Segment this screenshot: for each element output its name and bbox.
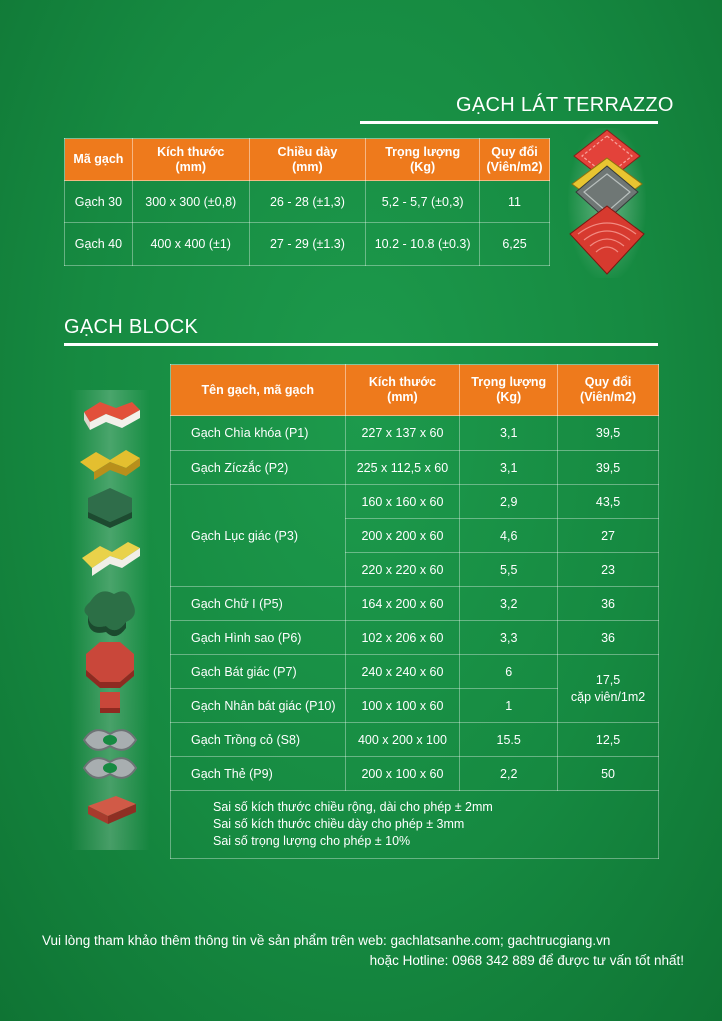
- terrazzo-title-rule: [360, 121, 658, 124]
- terrazzo-header-ratio: Quy đổi (Viên/m2): [480, 139, 550, 181]
- terrazzo-header-size: Kích thước (mm): [132, 139, 249, 181]
- cell: 1: [460, 689, 558, 723]
- cell: Gạch Chữ I (P5): [171, 587, 346, 621]
- cell: 26 - 28 (±1,3): [249, 181, 366, 223]
- note-line: Sai số trọng lượng cho phép ± 10%: [213, 834, 411, 848]
- footer-line-1: Vui lòng tham khảo thêm thông tin về sản phẩm trên web: gachlatsanhe.com; gachtrucgiang.vn: [42, 933, 611, 948]
- table-row: [171, 587, 659, 621]
- terrazzo-header-code: Mã gạch: [65, 139, 133, 181]
- note-line: Sai số kích thước chiều rộng, dài cho phép ± 2mm: [213, 800, 493, 814]
- cell: 36: [558, 587, 659, 621]
- cell: 225 x 112,5 x 60: [345, 451, 460, 485]
- terrazzo-table: [64, 138, 550, 266]
- cell: Gạch Chìa khóa (P1): [171, 416, 346, 451]
- cell: 240 x 240 x 60: [345, 655, 460, 689]
- cell: 3,2: [460, 587, 558, 621]
- cell: 2,9: [460, 485, 558, 519]
- cell: Gạch 30: [65, 181, 133, 223]
- cell: 400 x 400 (±1): [132, 223, 249, 266]
- block-table: [170, 364, 659, 859]
- table-row: [65, 181, 550, 223]
- cell: 12,5: [558, 723, 659, 757]
- cell: 27: [558, 519, 659, 553]
- cell: 100 x 100 x 60: [345, 689, 460, 723]
- brick-p7-icon: [86, 642, 134, 688]
- cell: Gạch 40: [65, 223, 133, 266]
- terrazzo-tiles-image: [568, 128, 646, 278]
- cell: 4,6: [460, 519, 558, 553]
- terrazzo-title: GẠCH LÁT TERRAZZO: [456, 94, 674, 116]
- table-row: [171, 655, 659, 689]
- cell: 227 x 137 x 60: [345, 416, 460, 451]
- block-title-rule: [64, 343, 658, 346]
- footer-line-2: hoặc Hotline: 0968 342 889 để được tư vấn tốt nhất!: [369, 953, 684, 968]
- block-header-name: Tên gạch, mã gạch: [171, 365, 346, 416]
- cell: Gạch Nhân bát giác (P10): [171, 689, 346, 723]
- cell: 3,1: [460, 416, 558, 451]
- cell: 220 x 220 x 60: [345, 553, 460, 587]
- cell: 164 x 200 x 60: [345, 587, 460, 621]
- table-row: [171, 723, 659, 757]
- cell: 102 x 206 x 60: [345, 621, 460, 655]
- block-header-size: Kích thước (mm): [345, 365, 460, 416]
- table-row: [171, 757, 659, 791]
- terrazzo-header-thickness: Chiều dày (mm): [249, 139, 366, 181]
- note-line: Sai số kích thước chiều dày cho phép ± 3mm: [213, 817, 465, 831]
- terrazzo-header-row: [65, 139, 550, 181]
- cell: 5,2 - 5,7 (±0,3): [366, 181, 480, 223]
- cell: [558, 655, 659, 723]
- cell: 39,5: [558, 451, 659, 485]
- cell: 43,5: [558, 485, 659, 519]
- cell: 15.5: [460, 723, 558, 757]
- cell: 6: [460, 655, 558, 689]
- table-row: [171, 485, 659, 519]
- block-title: GẠCH BLOCK: [64, 316, 199, 338]
- cell: Gạch Lục giác (P3): [171, 485, 346, 587]
- cell: 300 x 300 (±0,8): [132, 181, 249, 223]
- cell: 200 x 100 x 60: [345, 757, 460, 791]
- tolerance-notes: [171, 791, 659, 859]
- cell: 23: [558, 553, 659, 587]
- cell: 200 x 200 x 60: [345, 519, 460, 553]
- cell: 160 x 160 x 60: [345, 485, 460, 519]
- table-row: [171, 451, 659, 485]
- cell: 3,1: [460, 451, 558, 485]
- cell: 27 - 29 (±1.3): [249, 223, 366, 266]
- cell: 6,25: [480, 223, 550, 266]
- cell: 3,3: [460, 621, 558, 655]
- table-row: [171, 416, 659, 451]
- ratio-unit: cặp viên/1m2: [570, 689, 646, 704]
- cell: 39,5: [558, 416, 659, 451]
- cell: Gạch Bát giác (P7): [171, 655, 346, 689]
- block-header-row: [171, 365, 659, 416]
- cell: 400 x 200 x 100: [345, 723, 460, 757]
- cell: 10.2 - 10.8 (±0.3): [366, 223, 480, 266]
- ratio-value: 17,5: [595, 672, 621, 687]
- block-header-weight: Trọng lượng (Kg): [460, 365, 558, 416]
- cell: 2,2: [460, 757, 558, 791]
- terrazzo-header-weight: Trọng lượng (Kg): [366, 139, 480, 181]
- table-row: [65, 223, 550, 266]
- cell: 50: [558, 757, 659, 791]
- block-header-ratio: Quy đổi (Viên/m2): [558, 365, 659, 416]
- cell: 36: [558, 621, 659, 655]
- cell: Gạch Trồng cỏ (S8): [171, 723, 346, 757]
- cell: Gạch Zíczắc (P2): [171, 451, 346, 485]
- table-row: [171, 621, 659, 655]
- brick-p10-icon: [100, 692, 120, 713]
- cell: 5,5: [460, 553, 558, 587]
- cell: Gạch Thẻ (P9): [171, 757, 346, 791]
- cell: Gạch Hình sao (P6): [171, 621, 346, 655]
- cell: 11: [480, 181, 550, 223]
- block-bricks-image: [70, 390, 150, 850]
- tolerance-notes-row: [171, 791, 659, 859]
